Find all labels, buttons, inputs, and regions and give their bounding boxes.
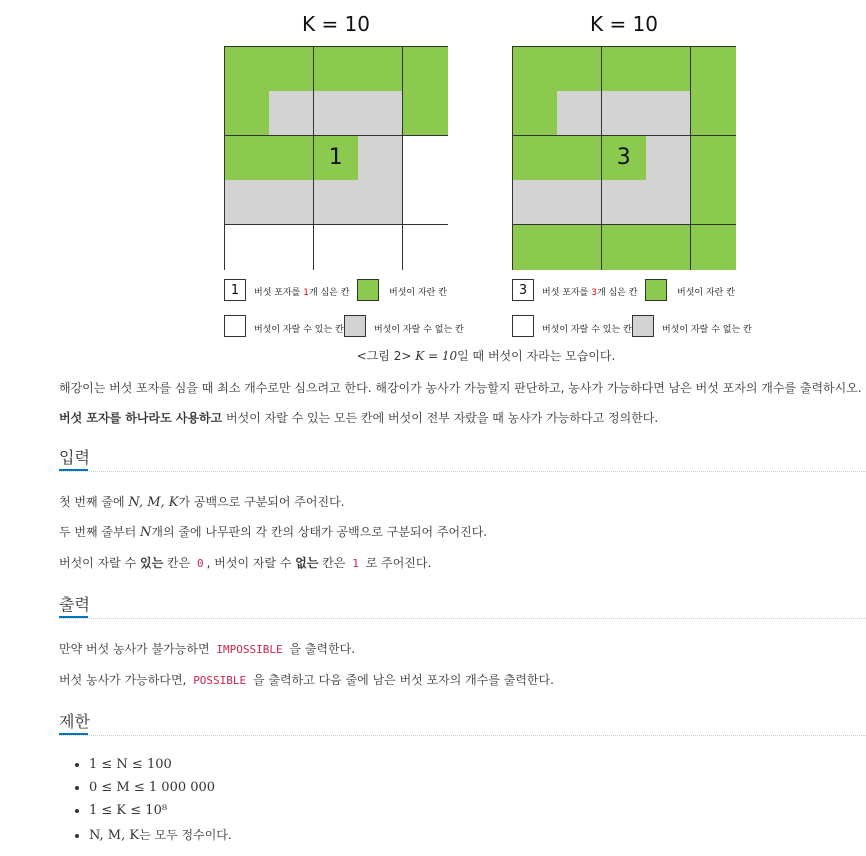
grid-right — [512, 46, 736, 270]
legend-cannot-grow-swatch — [632, 315, 654, 337]
grid-cell — [403, 91, 448, 136]
limit-item: • N, M, K는 모두 정수이다. — [89, 826, 232, 844]
grid-cell — [358, 180, 403, 225]
input-line-1: 첫 번째 줄에 N, M, K가 공백으로 구분되어 주어진다. — [59, 495, 345, 510]
grid-cell — [225, 136, 270, 181]
grid-cell — [646, 225, 691, 270]
grid-cell — [691, 180, 736, 225]
grid-cell — [314, 180, 359, 225]
grid-cell — [691, 225, 736, 270]
grid-cell — [269, 225, 314, 270]
grid-cell — [358, 136, 403, 181]
definition-paragraph: 버섯 포자를 하나라도 사용하고 버섯이 자랄 수 있는 모든 칸에 버섯이 전부 자랐을 때 농사가 가능하다고 정의한다. — [59, 411, 659, 425]
grid-cell — [269, 91, 314, 136]
grid-cell — [646, 91, 691, 136]
section-divider — [59, 618, 866, 619]
section-heading-output: 출력 — [59, 592, 90, 615]
figure-left-title: K = 10 — [301, 12, 371, 36]
grid-cell — [269, 180, 314, 225]
grid-cell — [513, 180, 558, 225]
grid-cell — [646, 136, 691, 181]
legend-seed-swatch: 3 — [512, 279, 534, 301]
figure-caption: <그림 2> K = 10일 때 버섯이 자라는 모습이다. — [356, 349, 616, 363]
grid-cell — [314, 225, 359, 270]
grid-cell — [602, 91, 647, 136]
limit-item: • 1 ≤ K ≤ 10⁸ — [89, 803, 232, 821]
limit-item: • 1 ≤ N ≤ 100 — [89, 757, 232, 775]
legend-cannot-grow-label: 버섯이 자랄 수 없는 칸 — [374, 325, 464, 335]
legend-seed-label: 버섯 포자를 3개 심은 칸 — [542, 288, 638, 298]
seed-marker: 3 — [602, 136, 647, 181]
seed-marker: 1 — [314, 136, 359, 181]
grid-cell — [403, 180, 448, 225]
grid-cell — [513, 136, 558, 181]
grid-cell — [513, 225, 558, 270]
grid-cell — [225, 180, 270, 225]
grid-cell — [314, 47, 359, 92]
section-divider — [59, 471, 866, 472]
legend-grown-label: 버섯이 자란 칸 — [389, 288, 447, 298]
grid-cell — [225, 91, 270, 136]
grid-cell — [403, 136, 448, 181]
legend-can-grow-label: 버섯이 자랄 수 있는 칸 — [542, 325, 632, 335]
legend-can-grow-label: 버섯이 자랄 수 있는 칸 — [254, 325, 344, 335]
limits-list — [59, 757, 232, 849]
grid-cell — [691, 47, 736, 92]
grid-cell — [557, 136, 602, 181]
legend-seed-label: 버섯 포자를 1개 심은 칸 — [254, 288, 350, 298]
grid-left — [224, 46, 448, 270]
grid-cell — [269, 47, 314, 92]
grid-cell — [602, 225, 647, 270]
description-paragraph: 해강이는 버섯 포자를 심을 때 최소 개수로만 심으려고 한다. 해강이가 농사가 가능할지 판단하고, 농사가 가능하다면 남은 버섯 포자의 개수를 출력하시오. — [59, 381, 862, 395]
input-line-2: 두 번째 줄부터 N개의 줄에 나무판의 각 칸의 상태가 공백으로 구분되어 주어진다. — [59, 525, 488, 540]
section-divider — [59, 735, 866, 736]
legend-cannot-grow-label: 버섯이 자랄 수 없는 칸 — [662, 325, 752, 335]
input-line-3: 버섯이 자랄 수 있는 칸은 0 , 버섯이 자랄 수 없는 칸은 1 로 주어진다. — [59, 556, 432, 570]
legend-can-grow-swatch — [512, 315, 534, 337]
grid-cell — [513, 91, 558, 136]
section-heading-input: 입력 — [59, 445, 90, 468]
grid-cell — [513, 47, 558, 92]
grid-cell — [557, 91, 602, 136]
output-line-2: 버섯 농사가 가능하다면, POSSIBLE 을 출력하고 다음 줄에 남은 버섯 포자의 개수를 출력한다. — [59, 673, 554, 687]
grid-cell — [314, 91, 359, 136]
grid-cell — [646, 47, 691, 92]
grid-cell — [358, 47, 403, 92]
grid-cell — [358, 91, 403, 136]
legend-grown-swatch — [357, 279, 379, 301]
grid-cell — [225, 47, 270, 92]
output-line-1: 만약 버섯 농사가 불가능하면 IMPOSSIBLE 을 출력한다. — [59, 642, 356, 656]
section-heading-limits: 제한 — [59, 709, 90, 732]
grid-cell — [225, 225, 270, 270]
legend-seed-swatch: 1 — [224, 279, 246, 301]
legend-grown-label: 버섯이 자란 칸 — [677, 288, 735, 298]
grid-cell — [358, 225, 403, 270]
grid-cell — [557, 225, 602, 270]
limit-item: • 0 ≤ M ≤ 1 000 000 — [89, 780, 232, 798]
grid-cell — [557, 47, 602, 92]
legend-cannot-grow-swatch — [344, 315, 366, 337]
grid-cell — [691, 136, 736, 181]
grid-cell — [403, 225, 448, 270]
grid-cell — [403, 47, 448, 92]
grid-cell — [691, 91, 736, 136]
grid-cell — [602, 180, 647, 225]
grid-cell — [557, 180, 602, 225]
grid-cell — [646, 180, 691, 225]
legend-grown-swatch — [645, 279, 667, 301]
grid-cell — [602, 47, 647, 92]
legend-can-grow-swatch — [224, 315, 246, 337]
grid-cell — [269, 136, 314, 181]
figure-right-title: K = 10 — [589, 12, 659, 36]
